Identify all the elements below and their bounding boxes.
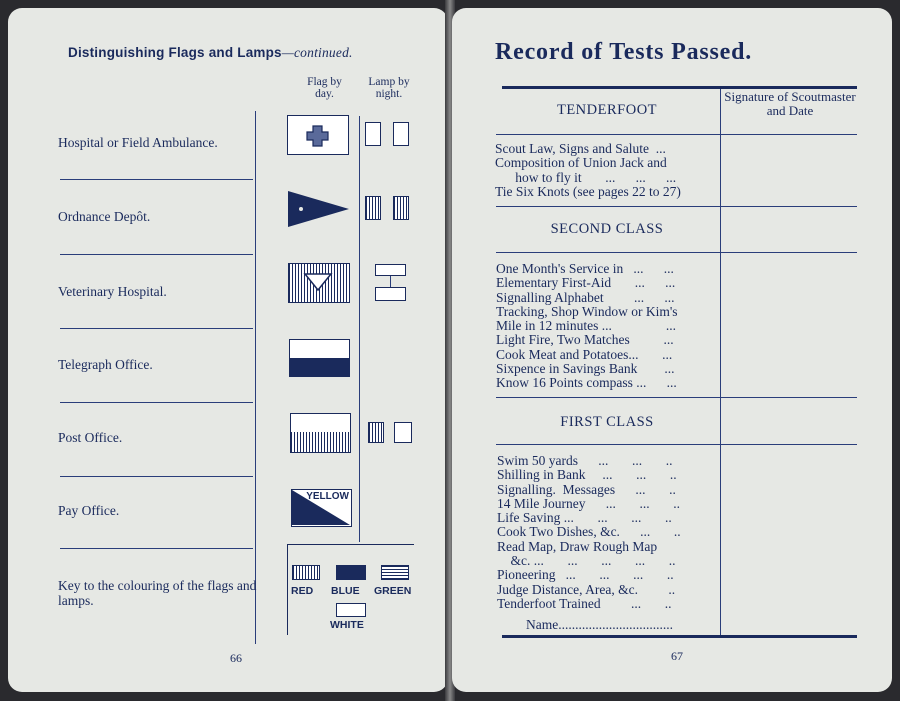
row-rule — [60, 328, 253, 329]
second-class-items: One Month's Service in ... ... Elementary First-Aid ... ... Signalling Alphabet ... ... Tracking, Shop Window or Kim's Mile in 12 minutes ... ... Light Fire, Two Matches ... Cook Meat and Potatoes... ... Sixpence in Savings Bank ... Know 16 Points compass ... ... — [496, 261, 678, 391]
signature-header: Signature of Scoutmaster and Date — [724, 89, 856, 118]
yellow-label: YELLOW — [306, 491, 349, 502]
veterinary-flag — [288, 263, 350, 303]
row-rule — [60, 548, 253, 549]
row-label-ordnance: Ordnance Depôt. — [58, 209, 151, 224]
key-swatch-blue — [336, 565, 366, 580]
lamp-white — [365, 122, 381, 146]
signature-column-divider — [720, 89, 721, 636]
post-flag — [290, 413, 351, 453]
left-page — [8, 8, 448, 692]
lamp-white — [375, 264, 406, 276]
tenderfoot-items: Scout Law, Signs and Salute ... Composition of Union Jack and how to fly it ... ... ... Tie Six Knots (see pages 22 to 27) — [495, 141, 681, 199]
lamp-white — [393, 122, 409, 146]
lamp-red — [393, 196, 409, 220]
page-number-left: 66 — [230, 651, 242, 665]
row-rule — [60, 476, 253, 477]
left-divider — [255, 111, 256, 644]
first-class-items: Swim 50 yards ... ... .. Shilling in Bank ... ... .. Signalling. Messages ... .. 14 Mile Journey ... ... .. Life Saving ... ... ... .. Cook Two Dishes, &c. ... .. Read Map, Draw Rough Map &c. ... ... ... ... .. Pioneering ... ... ... .. Judge Distance, Area, &c. .. Tenderfoot Trained ... .. — [497, 453, 681, 611]
section-second-class: SECOND CLASS — [550, 221, 664, 237]
section-rule — [496, 397, 857, 398]
key-white-label: WHITE — [330, 619, 364, 631]
triangle-icon — [289, 264, 348, 301]
flag-lower-red — [291, 432, 350, 452]
row-label-hospital: Hospital or Field Ambulance. — [58, 135, 218, 150]
row-label-post: Post Office. — [58, 430, 123, 445]
lamp-white — [394, 422, 412, 443]
right-page — [452, 8, 892, 692]
section-rule — [496, 252, 857, 253]
col-flag-header: Flag by day. — [307, 76, 342, 100]
row-label-pay: Pay Office. — [58, 503, 120, 518]
key-red-label: RED — [291, 585, 314, 597]
key-green-label: GREEN — [374, 585, 412, 597]
section-first-class: FIRST CLASS — [560, 414, 654, 430]
section-tenderfoot: TENDERFOOT — [556, 102, 658, 118]
lamp-red — [368, 422, 384, 443]
record-title: Record of Tests Passed. — [495, 39, 753, 65]
key-swatch-green — [381, 565, 409, 580]
hospital-flag — [287, 115, 349, 155]
row-label-veterinary: Veterinary Hospital. — [58, 284, 167, 299]
col-lamp-header: Lamp by night. — [368, 76, 410, 100]
lamp-white — [375, 287, 406, 301]
section-rule — [496, 134, 857, 135]
page-number-right: 67 — [671, 649, 683, 663]
key-label: Key to the colouring of the flags and lamps. — [58, 578, 257, 608]
lamp-connector — [390, 276, 391, 287]
name-line: Name.................................. — [526, 617, 673, 632]
row-rule — [60, 254, 253, 255]
flag-lamp-divider — [359, 116, 360, 542]
key-swatch-white — [336, 603, 366, 617]
pay-flag — [291, 489, 352, 527]
row-rule — [60, 402, 253, 403]
lamp-red — [365, 196, 381, 220]
left-heading: Distinguishing Flags and Lamps—continued. — [68, 45, 353, 60]
bottom-rule — [502, 635, 857, 638]
telegraph-flag — [289, 339, 350, 377]
key-blue-label: BLUE — [331, 585, 360, 597]
section-rule — [496, 444, 857, 445]
row-rule — [60, 179, 253, 180]
row-label-telegraph: Telegraph Office. — [58, 357, 153, 372]
ordnance-pennant-icon — [287, 189, 351, 229]
section-rule — [496, 206, 857, 207]
flag-lower-blue — [290, 358, 349, 376]
red-cross-icon — [288, 116, 347, 153]
key-swatch-red — [292, 565, 320, 580]
